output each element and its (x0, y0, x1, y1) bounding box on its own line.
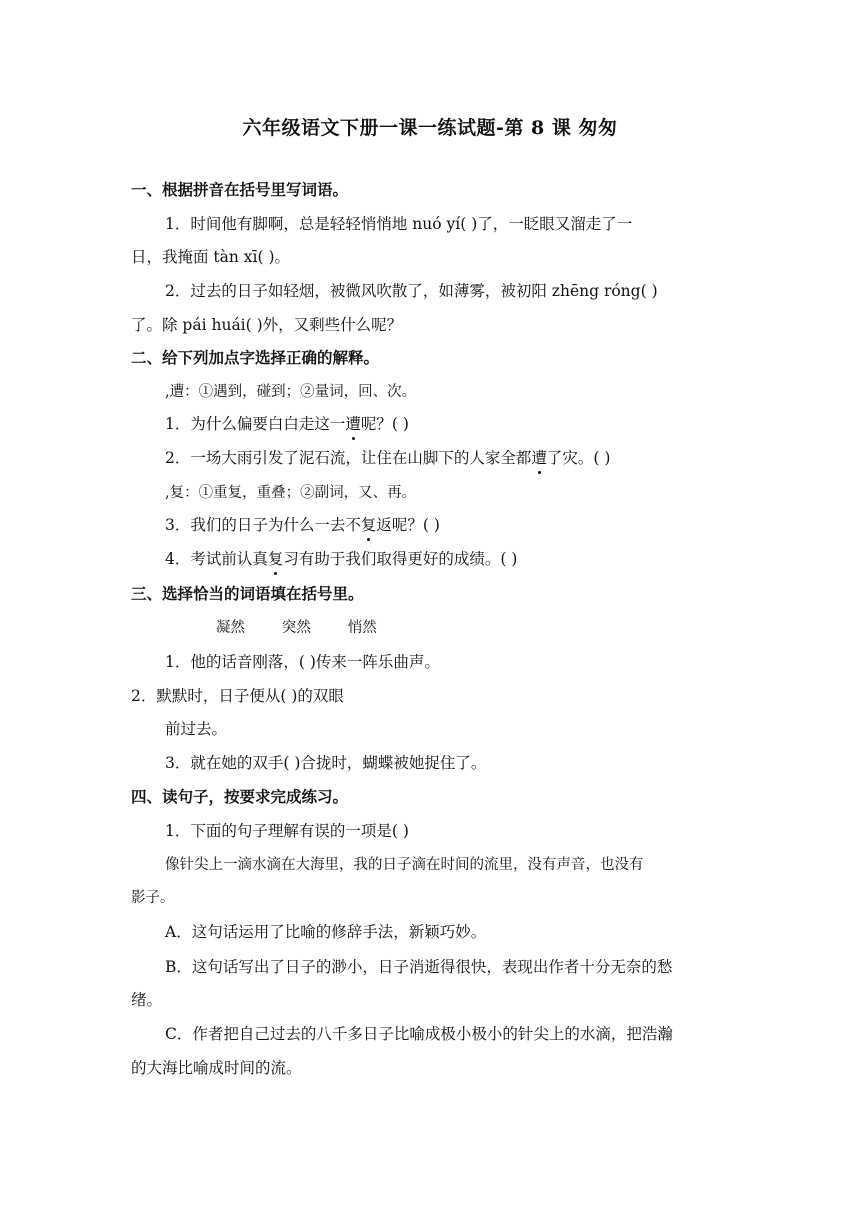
s2-q2-text-post: 了灾。( ) (546, 449, 611, 467)
word-bank: 凝然 突然 悄然 (216, 620, 377, 636)
s2-q2-dotted-char: 遭 (531, 449, 547, 467)
s2-q1-dotted-char: 遭 (345, 415, 361, 433)
s2-q4-dotted-char: 复 (267, 550, 284, 568)
section-1-heading: 一、根据拼音在括号里写词语。 (131, 181, 349, 199)
s2-q3-dotted-char: 复 (360, 516, 377, 534)
s1-question-2-line-2: 了。除 pái huái( )外，又剩些什么呢？ (131, 316, 403, 334)
s2-q3-text-pre: 3．我们的日子为什么一去不 (165, 516, 361, 534)
section-2-heading: 二、给下列加点字选择正确的解释。 (131, 349, 380, 367)
s2-q2-text-pre: 2．一场大雨引发了泥石流，让住在山脚下的人家全都 (165, 449, 532, 467)
s2-question-3 (165, 515, 440, 535)
s2-question-1 (165, 414, 409, 434)
section-4-heading: 四、读句子，按要求完成练习。 (131, 788, 349, 806)
s3-question-2-line-1: 2．默默时，日子便从( )的双眼 (131, 687, 344, 705)
s3-question-1: 1．他的话音刚落，( )传来一阵乐曲声。 (165, 653, 440, 671)
s2-question-2 (165, 448, 610, 468)
s4-option-a: A．这句话运用了比喻的修辞手法，新颖巧妙。 (165, 923, 487, 941)
s2-q3-text-post: 返呢？( ) (376, 516, 440, 534)
s4-option-c-line-2: 的大海比喻成时间的流。 (131, 1059, 302, 1077)
s4-quote-line-1: 像针尖上一滴水滴在大海里，我的日子滴在时间的流里，没有声音，也没有 (165, 857, 644, 873)
s4-quote-line-2: 影子。 (131, 890, 175, 906)
s3-question-3: 3．就在她的双手( )合拢时，蝴蝶被她捉住了。 (165, 754, 487, 772)
s1-question-1-line-2: 日，我掩面 tàn xī( )。 (131, 248, 291, 266)
definition-fu: ,复：①重复，重叠；②副词，又、再。 (165, 485, 417, 501)
page-title: 六年级语文下册一课一练试题-第 8 课 匆匆 (242, 117, 618, 139)
s2-question-4 (165, 549, 517, 569)
s2-q1-text-pre: 1．为什么偏要白白走这一 (165, 415, 346, 433)
s2-q1-text-post: 呢？( ) (360, 415, 409, 433)
s1-question-2-line-1: 2．过去的日子如轻烟，被微风吹散了，如薄雾，被初阳 zhēng róng( ) (165, 282, 658, 300)
s2-q4-text-pre: 4．考试前认真 (165, 550, 268, 568)
section-3-heading: 三、选择恰当的词语填在括号里。 (131, 585, 364, 603)
s4-question-1: 1．下面的句子理解有误的一项是( ) (165, 822, 409, 840)
definition-zao: ,遭：①遇到，碰到；②量词，回、次。 (165, 384, 417, 400)
s4-option-b-line-1: B．这句话写出了日子的渺小，日子消逝得很快，表现出作者十分无奈的愁 (165, 958, 673, 976)
s1-question-1-line-1: 1．时间他有脚啊，总是轻轻悄悄地 nuó yí( )了，一眨眼又溜走了一 (165, 215, 633, 233)
s4-option-b-line-2: 绪。 (131, 991, 163, 1009)
s2-q4-text-post: 习有助于我们取得更好的成绩。( ) (283, 550, 518, 568)
s4-option-c-line-1: C．作者把自己过去的八千多日子比喻成极小极小的针尖上的水滴，把浩瀚 (165, 1025, 673, 1043)
s3-question-2-line-2: 前过去。 (165, 720, 228, 738)
